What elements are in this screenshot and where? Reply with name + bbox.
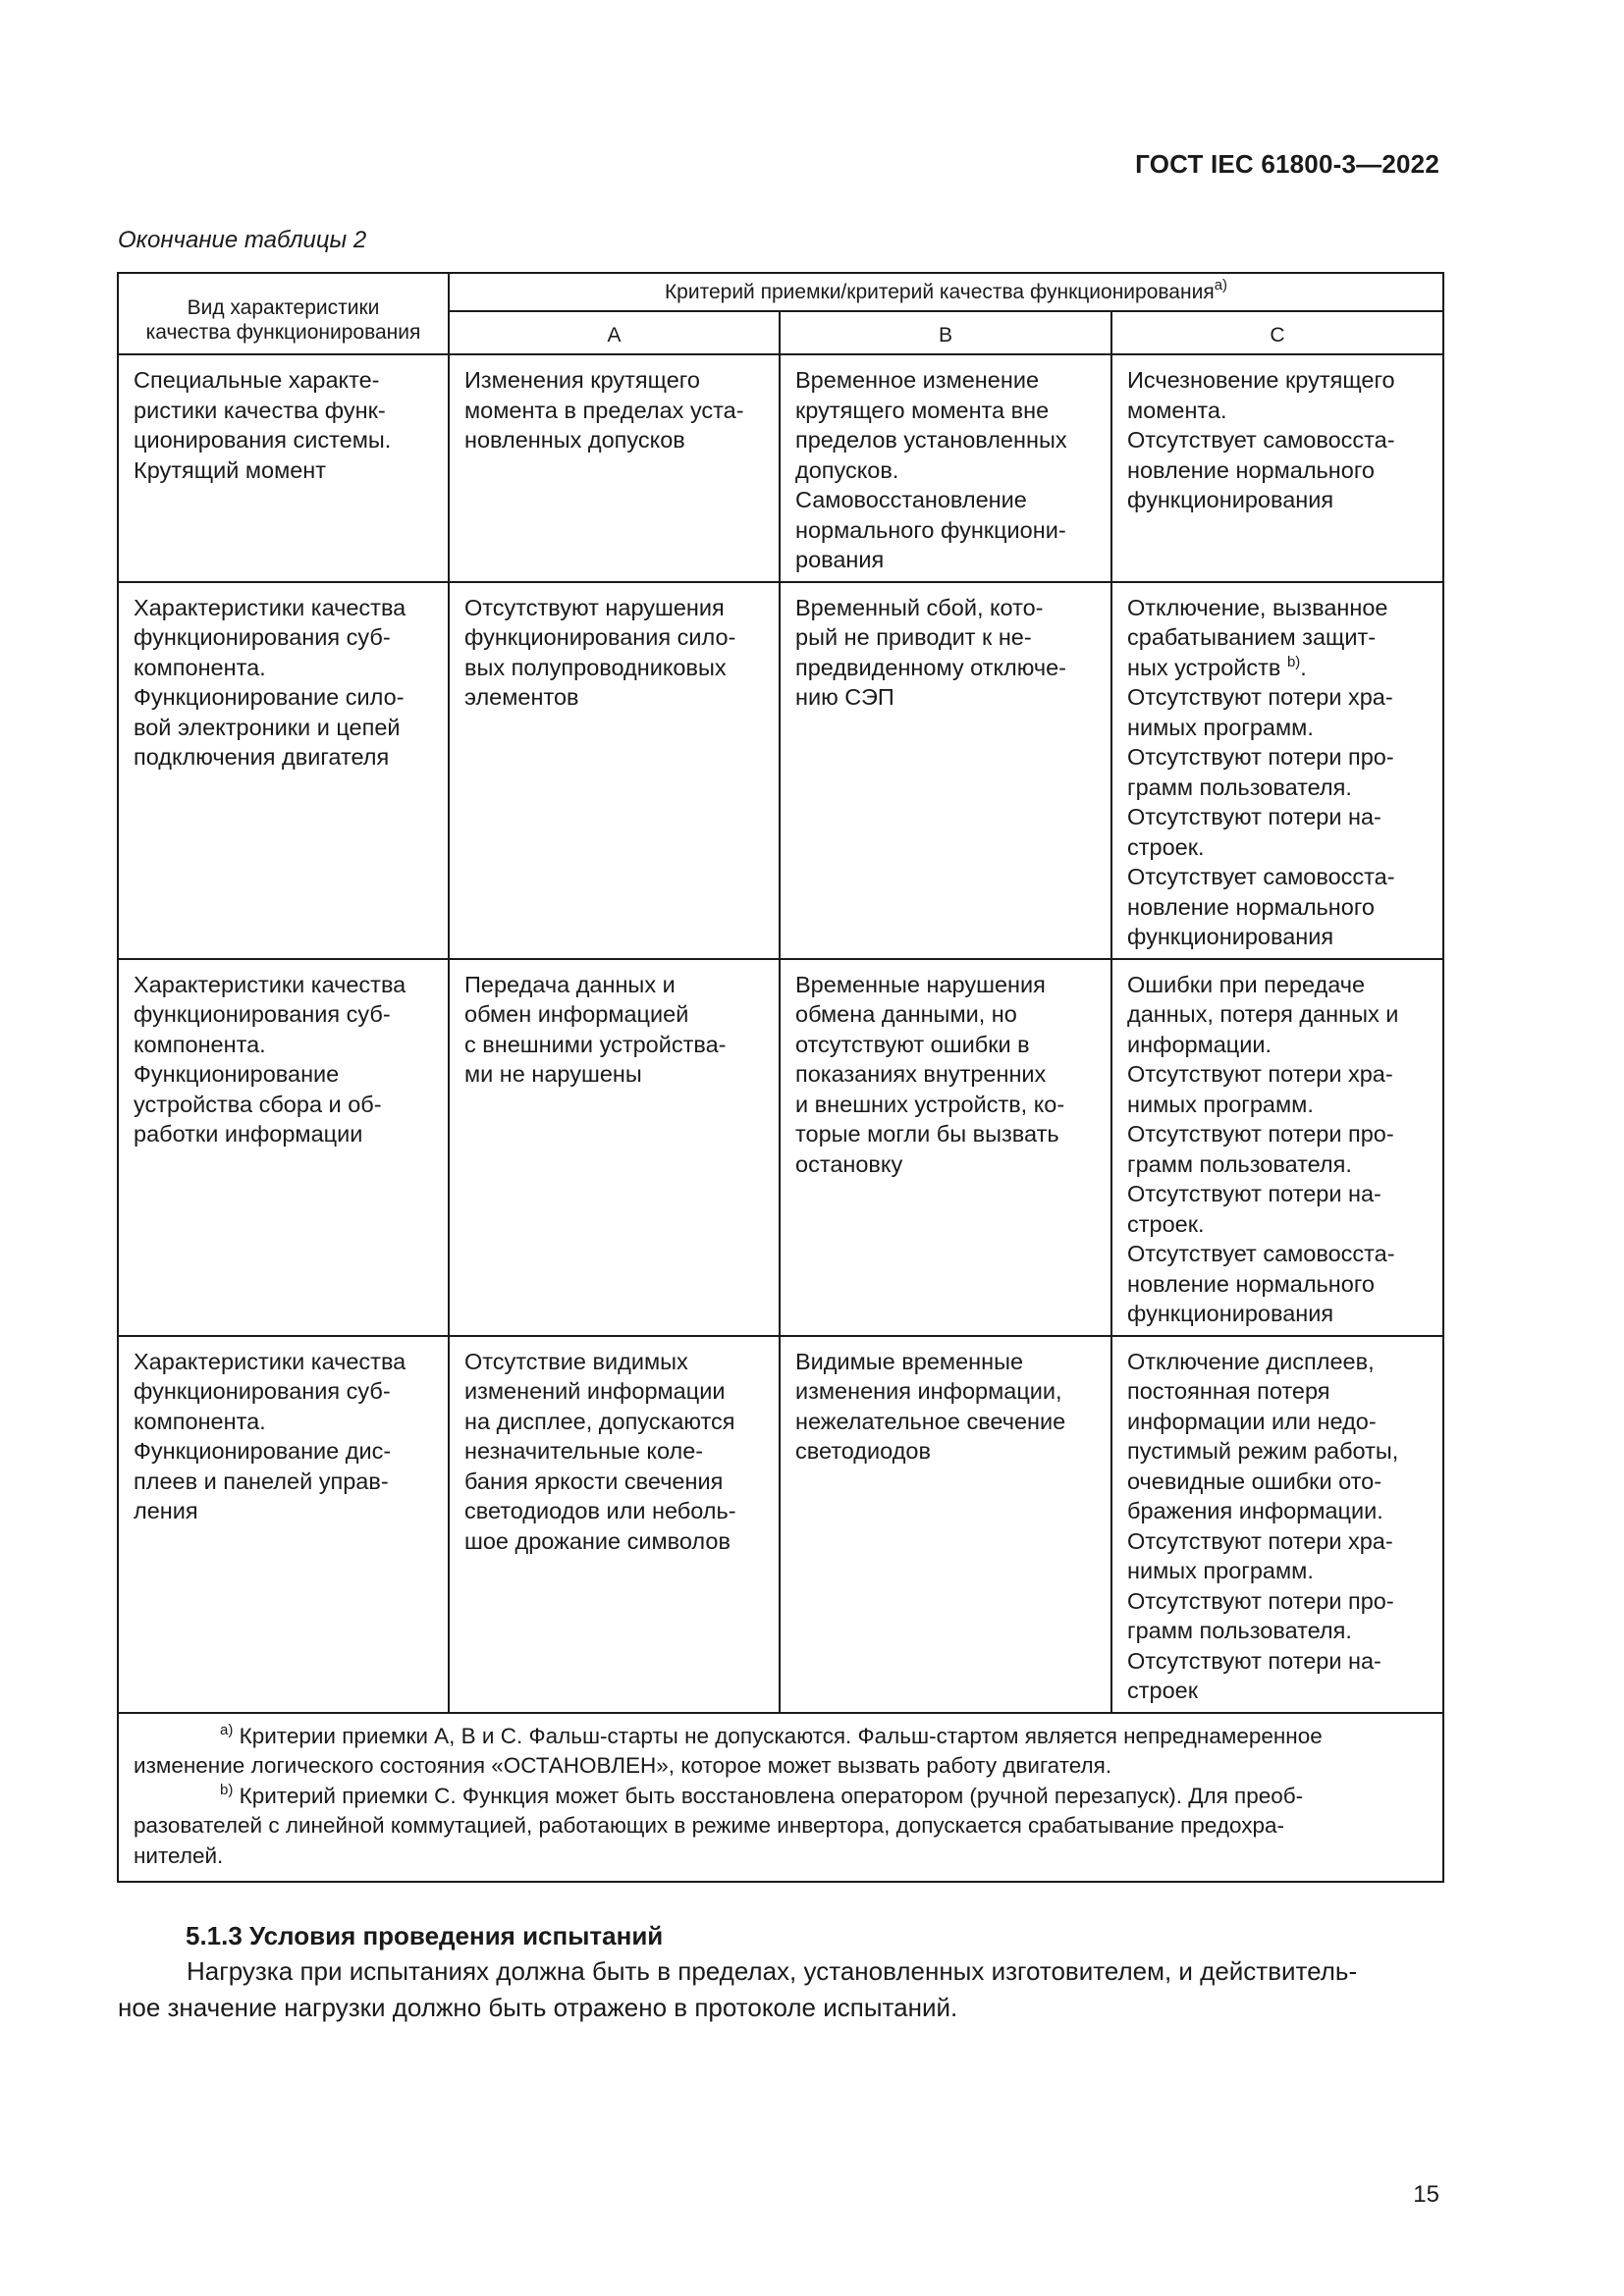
cell-characteristic: Характеристики качества функционирования суб- компонента. Функционирование сило- вой электроники и цепей подключения двигателя (118, 582, 449, 959)
header-characteristic: Вид характеристики качества функционирования (118, 273, 449, 354)
footnote-a: $^{a)}$ Критерии приемки A, B и C. Фальш-старты не допускаются. Фальш-стартом является непреднамеренное (220, 1721, 1323, 1748)
cell-criterion-c: Отключение дисплеев, постоянная потеря информации или недо- пустимый режим работы, очевидные ошибки ото- бражения информации. Отсутствуют потери хра- нимых программ. Отсутствуют потери про- грамм пользователя. Отсутствуют потери на- строек (1111, 1336, 1443, 1713)
header-criteria: Критерий приемки/критерий качества функционирования$^{a)}$ (449, 273, 1443, 311)
page-number: 15 (1413, 2181, 1439, 2208)
section-title: 5.1.3 Условия проведения испытаний (186, 1921, 664, 1950)
header-col-c: C (1111, 311, 1443, 354)
table-row (118, 582, 1443, 959)
footnote-ref-b: b) (1286, 653, 1301, 670)
standard-code: ГОСТ IEC 61800-3—2022 (1135, 149, 1439, 179)
table-row (118, 1336, 1443, 1713)
footnote-b: $^{b)}$ Критерий приемки C. Функция может быть восстановлена оператором (ручной перезапуск). Для преоб- (220, 1781, 1304, 1808)
table-caption: Окончание таблицы 2 (118, 227, 367, 253)
footnote-ref-a: a) (1214, 277, 1228, 294)
cell-criterion-b: Временные нарушения обмена данными, но отсутствуют ошибки в показаниях внутренних и внешних устройств, ко- торые могли бы вызвать остановку (780, 959, 1111, 1336)
cell-characteristic: Характеристики качества функционирования суб- компонента. Функционирование дис- плеев и панелей управ- ления (118, 1336, 449, 1713)
cell-characteristic: Характеристики качества функционирования суб- компонента. Функционирование устройства сбора и об- работки информации (118, 959, 449, 1336)
cell-criterion-c: Исчезновение крутящего момента. Отсутствует самовосста- новление нормального функционирования (1111, 354, 1443, 582)
criteria-table (117, 272, 1444, 1883)
cell-criterion-b: Временный сбой, кото- рый не приводит к не- предвиденному отключе- нию СЭП (780, 582, 1111, 959)
cell-criterion-a: Изменения крутящего момента в пределах уста- новленных допусков (449, 354, 780, 582)
table-row (118, 959, 1443, 1336)
table-footnotes: $^{a)}$ Критерии приемки A, B и C. Фальш-старты не допускаются. Фальш-стартом является непреднамеренное изменение логического состояния «ОСТАНОВЛЕН», которое может вызвать работу двигателя. $^{b)}$ Критерий приемки C. Функция может быть восстановлена оператором (ручной перезапуск). Для преоб- разователей с линейной коммутацией, работающих в режиме инвертора, допускается срабатывание предохра- нителей. (118, 1713, 1443, 1883)
cell-criterion-c: Ошибки при передаче данных, потеря данных и информации. Отсутствуют потери хра- нимых программ. Отсутствуют потери про- грамм пользователя. Отсутствуют потери на- строек. Отсутствует самовосста- новление нормального функционирования (1111, 959, 1443, 1336)
cell-criterion-c: Отключение, вызванное срабатыванием защит- ных устройств $^{b)}$. Отсутствуют потери хра- нимых программ. Отсутствуют потери про- грамм пользователя. Отсутствуют потери на- строек. Отсутствует самовосста- новление нормального функционирования (1111, 582, 1443, 959)
section-paragraph: Нагрузка при испытаниях должна быть в пределах, установленных изготовителем, и действитель- ное значение нагрузки должно быть отражено в протоколе испытаний. (118, 1956, 1358, 2022)
cell-criterion-a: Отсутствуют нарушения функционирования сило- вых полупроводниковых элементов (449, 582, 780, 959)
cell-criterion-a: Отсутствие видимых изменений информации на дисплее, допускаются незначительные коле- бания яркости свечения светодиодов или неболь- шое дрожание символов (449, 1336, 780, 1713)
cell-criterion-b: Временное изменение крутящего момента вне пределов установленных допусков. Самовосстановление нормального функциони- рования (780, 354, 1111, 582)
cell-criterion-b: Видимые временные изменения информации, нежелательное свечение светодиодов (780, 1336, 1111, 1713)
header-col-a: A (449, 311, 780, 354)
cell-characteristic: Специальные характе- ристики качества функ- ционирования системы. Крутящий момент (118, 354, 449, 582)
cell-criterion-a: Передача данных и обмен информацией с внешними устройства- ми не нарушены (449, 959, 780, 1336)
header-col-b: B (780, 311, 1111, 354)
table-row (118, 354, 1443, 582)
